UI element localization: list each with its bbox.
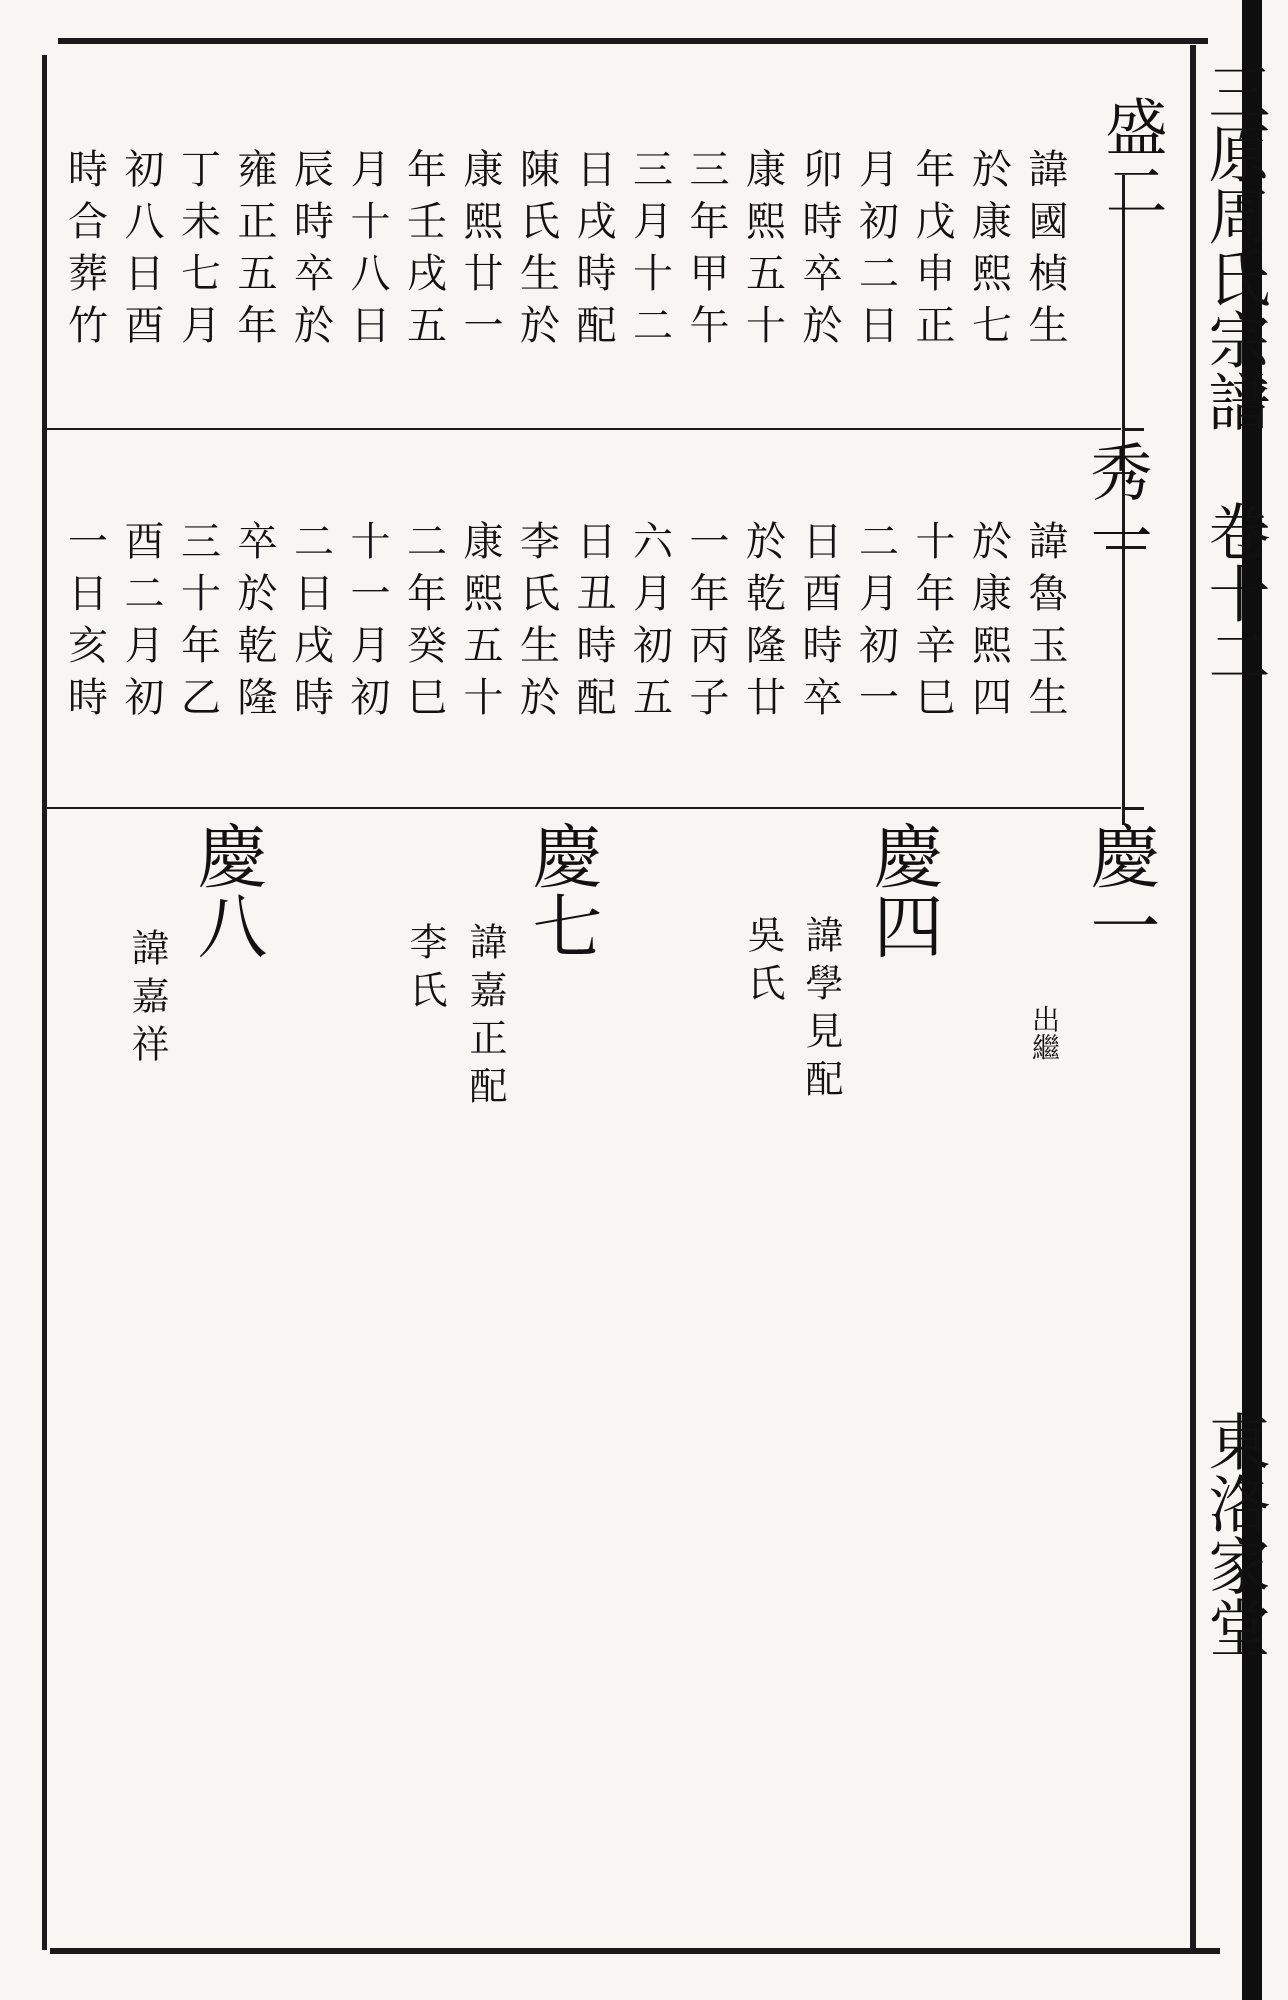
child-note: 李氏 bbox=[403, 922, 447, 1018]
left-border bbox=[42, 55, 47, 1950]
biography-column: 丁未七月 bbox=[174, 148, 221, 356]
biography-column: 康熙廿一 bbox=[457, 148, 503, 356]
biography-column: 雍正五年 bbox=[231, 148, 277, 356]
biography-column: 卯時卒於 bbox=[796, 148, 842, 356]
biography-column: 諱國楨生 bbox=[1022, 148, 1068, 356]
biography-column: 酉二月初 bbox=[118, 520, 164, 728]
child-note: 諱學見配 bbox=[799, 915, 843, 1107]
biography-column: 年戊申正 bbox=[909, 148, 955, 356]
biography-column: 一日亥時 bbox=[61, 520, 108, 728]
child-note: 諱嘉正配 bbox=[463, 922, 507, 1114]
child-note: 諱嘉祥 bbox=[125, 928, 169, 1072]
biography-column: 一年丙子 bbox=[683, 520, 729, 728]
biography-column: 辰時卒於 bbox=[287, 148, 334, 356]
bottom-border bbox=[50, 1948, 1220, 1954]
biography-column: 三年甲午 bbox=[683, 148, 729, 356]
biography-column: 二日戌時 bbox=[287, 520, 334, 728]
child-name: 慶一 bbox=[1079, 820, 1161, 960]
biography-column: 康熙五十 bbox=[457, 520, 503, 728]
margin-title: 三原周氏宗譜 bbox=[1198, 60, 1271, 432]
biography-column: 三十年乙 bbox=[174, 520, 221, 728]
top-border bbox=[58, 38, 1208, 44]
person-name: 盛二 bbox=[1095, 95, 1168, 223]
biography-column: 初八日酉 bbox=[118, 148, 164, 356]
biography-column: 二月初一 bbox=[852, 520, 899, 728]
biography-column: 日戌時配 bbox=[570, 148, 616, 356]
biography-column: 諱魯玉生 bbox=[1022, 520, 1068, 728]
biography-column: 年壬戌五 bbox=[400, 148, 447, 356]
biography-column: 於康熙四 bbox=[965, 520, 1012, 728]
biography-column: 康熙五十 bbox=[739, 148, 786, 356]
section-divider-1 bbox=[46, 428, 1121, 430]
biography-column: 三月十二 bbox=[626, 148, 673, 356]
biography-column: 月十八日 bbox=[344, 148, 390, 356]
child-note: 出繼 bbox=[1028, 1005, 1061, 1061]
biography-column: 月初二日 bbox=[852, 148, 899, 356]
right-border bbox=[1190, 45, 1196, 1950]
biography-column: 卒於乾隆 bbox=[231, 520, 277, 728]
biography-column: 日酉時卒 bbox=[796, 520, 842, 728]
biography-column: 六月初五 bbox=[626, 520, 673, 728]
biography-column: 二年癸巳 bbox=[400, 520, 447, 728]
child-name: 慶七 bbox=[521, 820, 603, 960]
biography-column: 於乾隆廿 bbox=[739, 520, 786, 728]
section-divider-2 bbox=[46, 807, 1121, 809]
biography-column: 十年辛巳 bbox=[909, 520, 955, 728]
biography-column: 十一月初 bbox=[344, 520, 390, 728]
margin-volume: 卷十二 bbox=[1198, 500, 1271, 686]
biography-column: 時合葬竹 bbox=[61, 148, 108, 356]
lineage-tick bbox=[1122, 807, 1144, 810]
child-name: 慶四 bbox=[862, 820, 944, 960]
child-note: 吳氏 bbox=[741, 915, 785, 1011]
biography-column: 李氏生於 bbox=[513, 520, 560, 728]
lineage-tick bbox=[1122, 428, 1144, 431]
biography-column: 陳氏生於 bbox=[513, 148, 560, 356]
person-name: 秀一 bbox=[1080, 440, 1153, 568]
biography-column: 於康熙七 bbox=[965, 148, 1012, 356]
biography-column: 日丑時配 bbox=[570, 520, 616, 728]
child-name: 慶八 bbox=[186, 820, 268, 960]
margin-hall: 東洛家堂 bbox=[1198, 1410, 1271, 1658]
